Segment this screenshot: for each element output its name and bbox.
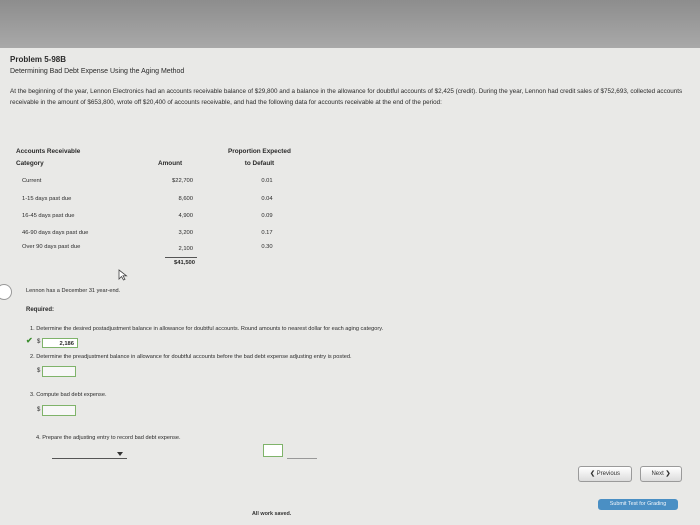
question-4: 4. Prepare the adjusting entry to record bad debt expense.	[36, 435, 181, 441]
question-1: 1. Determine the desired postadjustment balance in allowance for doubtful accounts. Round amounts to nearest dollar for each aging category.	[30, 326, 384, 332]
correct-check-icon: ✔	[26, 336, 33, 345]
row-amount: 3,200	[178, 230, 193, 236]
header-amount: Amount	[158, 160, 183, 167]
prev-arrow-icon[interactable]	[0, 284, 12, 300]
row-proportion: 0.30	[261, 244, 273, 250]
entry-amount-input[interactable]	[263, 444, 283, 457]
submit-test-button[interactable]: Submit Test for Grading	[598, 499, 678, 510]
row-proportion: 0.09	[261, 213, 273, 219]
chevron-down-icon	[117, 452, 123, 456]
dollar-sign: $	[37, 407, 41, 413]
next-button[interactable]	[640, 466, 682, 482]
required-label: Required:	[26, 307, 55, 313]
question-3: 3. Compute bad debt expense.	[30, 392, 107, 398]
header-proportion-line2: to Default	[244, 160, 275, 167]
year-end-note: Lennon has a December 31 year-end.	[26, 288, 121, 294]
row-category: 1-15 days past due	[22, 196, 72, 202]
row-amount: 4,900	[178, 213, 193, 219]
problem-subtitle: Determining Bad Debt Expense Using the Aging Method	[10, 68, 185, 75]
header-category-line1: Accounts Receivable	[16, 148, 81, 155]
header-proportion	[228, 146, 291, 170]
row-category: 16-45 days past due	[22, 213, 75, 219]
previous-label: Previous	[596, 471, 621, 477]
question-2: 2. Determine the preadjustment balance in allowance for doubtful accounts before the bad debt expense adjusting entry is posted.	[30, 354, 352, 360]
chevron-left-icon: ❮	[589, 471, 597, 477]
account-dropdown[interactable]	[52, 450, 127, 459]
next-label: Next	[651, 471, 664, 477]
browser-top-area	[0, 0, 700, 48]
entry-amount-input-2[interactable]	[287, 455, 317, 459]
header-category	[16, 146, 80, 170]
chevron-right-icon: ❯	[663, 471, 671, 477]
save-status: All work saved.	[252, 511, 292, 517]
mouse-cursor-icon	[118, 269, 128, 281]
dollar-sign: $	[37, 339, 41, 345]
header-proportion-line1: Proportion Expected	[228, 148, 291, 155]
row-proportion: 0.04	[261, 196, 273, 202]
dollar-sign: $	[37, 368, 41, 374]
row-proportion: 0.17	[261, 230, 273, 236]
problem-intro: At the beginning of the year, Lennon Electronics had an accounts receivable balance of $29,800 and a balance in the allowance for doubtful accounts of $2,425 (credit). During the year, Lennon had credit sales of $752,693, collected accounts receivable in the amount of $653,800, wrote off $20,400 of accounts receivable, and had the following data for accounts receivable at the end of the period:	[10, 88, 683, 106]
header-category-line2: Category	[16, 160, 44, 167]
problem-title: Problem 5-98B	[10, 55, 67, 64]
q2-input[interactable]	[42, 366, 76, 377]
row-category: Over 90 days past due	[22, 244, 81, 250]
q1-answer-field[interactable]: 2,186	[42, 338, 78, 348]
row-amount: 2,100	[178, 246, 193, 252]
q3-input[interactable]	[42, 405, 76, 416]
row-amount: $22,700	[172, 178, 193, 184]
row-amount: 8,600	[178, 196, 193, 202]
row-category: Current	[22, 178, 42, 184]
previous-button[interactable]	[578, 466, 632, 482]
row-category: 46-90 days days past due	[22, 230, 89, 236]
row-proportion: 0.01	[261, 178, 273, 184]
total-amount: $41,500	[174, 260, 195, 266]
total-rule	[165, 257, 197, 258]
